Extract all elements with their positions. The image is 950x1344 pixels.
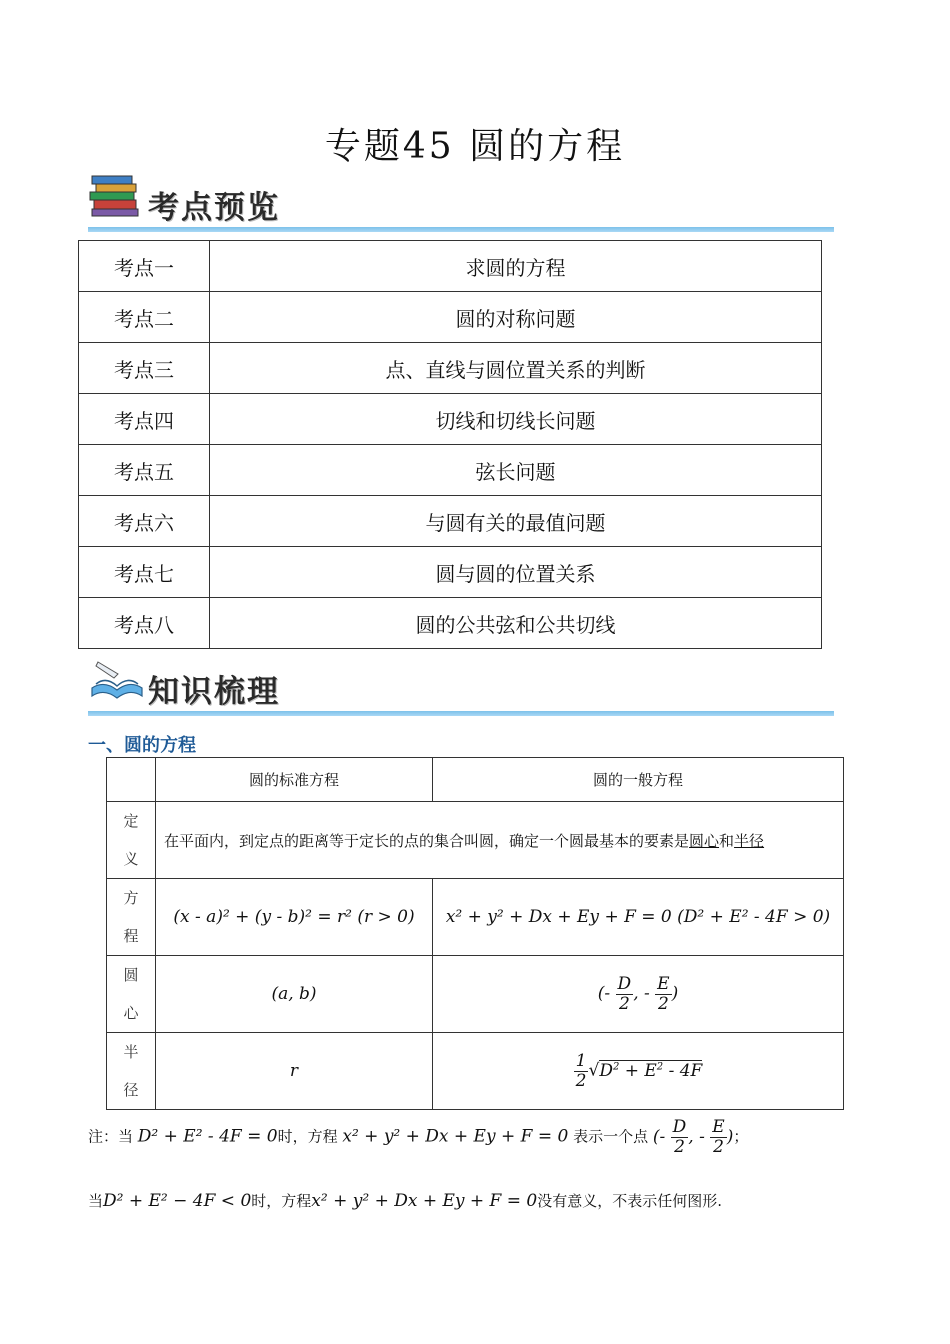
general-equation: x² + y² + Dx + Ey + F = 0 (D² + E² - 4F > 0) <box>433 879 844 956</box>
standard-radius: r <box>156 1033 433 1110</box>
table-row <box>79 598 822 649</box>
table-row <box>107 758 844 802</box>
section-heading: 一、圆的方程 <box>88 735 196 756</box>
topic-title: 点、直线与圆位置关系的判断 <box>210 343 822 394</box>
topic-number: 考点一 <box>79 241 210 292</box>
standard-center: (a, b) <box>156 956 433 1033</box>
topic-title: 圆的对称问题 <box>210 292 822 343</box>
note-condition: D² + E² − 4F < 0 <box>103 1191 252 1211</box>
definition-text <box>156 802 844 879</box>
label-char: 程 <box>123 927 139 945</box>
table-row <box>107 1033 844 1110</box>
books-icon <box>88 170 146 218</box>
label-char: 半 <box>123 1043 139 1061</box>
general-center: (- $\frac{D}{2}$ , - $\frac{E}{2}$ ) <box>433 956 844 1033</box>
label-char: 圆 <box>123 966 139 984</box>
topic-number: 考点七 <box>79 547 210 598</box>
note-suffix: 表示一个点 <box>573 1127 649 1146</box>
note-mid: 时，方程 <box>251 1192 312 1210</box>
note-suffix: 没有意义，不表示任何图形. <box>537 1192 723 1210</box>
table-row <box>79 445 822 496</box>
circle-equation-table <box>106 757 844 1110</box>
col-header-standard: 圆的标准方程 <box>156 758 433 802</box>
empty-cell <box>107 758 156 802</box>
note-equation: x² + y² + Dx + Ey + F = 0 <box>342 1126 569 1147</box>
note-no-graph <box>88 1190 722 1211</box>
table-row <box>79 343 822 394</box>
banner-underline <box>88 711 834 716</box>
label-char: 径 <box>123 1081 139 1099</box>
label-char: 义 <box>123 850 139 868</box>
definition-term-radius: 半径 <box>734 831 765 850</box>
table-row <box>79 547 822 598</box>
note-point: (- $\frac{D}{2}$ , - $\frac{E}{2}$ ) <box>652 1117 734 1157</box>
topic-number: 考点二 <box>79 292 210 343</box>
topic-title: 求圆的方程 <box>210 241 822 292</box>
banner-underline <box>88 227 834 232</box>
label-char: 定 <box>123 812 139 830</box>
topic-number: 考点五 <box>79 445 210 496</box>
table-row <box>107 802 844 879</box>
banner-heading: 知识梳理 <box>148 674 280 710</box>
row-label-equation <box>107 879 156 956</box>
note-prefix: 注：当 <box>88 1127 134 1146</box>
note-prefix: 当 <box>88 1192 104 1210</box>
label-char: 心 <box>123 1004 139 1022</box>
standard-equation: (x - a)² + (y - b)² = r² (r > 0) <box>156 879 433 956</box>
note-degenerate: 注：当 D² + E² - 4F = 0时，方程 x² + y² + Dx + Ey + F = 0 表示一个点 (- $\frac{D}{2}$ , - $\frac{E}{2}$ )； <box>88 1117 749 1157</box>
note-equation: x² + y² + Dx + Ey + F = 0 <box>311 1191 538 1211</box>
open-book-icon <box>88 654 146 702</box>
definition-term-center: 圆心 <box>689 831 720 850</box>
definition-conjunction: 和 <box>719 831 735 850</box>
topic-number: 考点六 <box>79 496 210 547</box>
page-title: 专题45 圆的方程 <box>324 126 626 167</box>
col-header-general: 圆的一般方程 <box>433 758 844 802</box>
row-label-radius <box>107 1033 156 1110</box>
topic-title: 圆的公共弦和公共切线 <box>210 598 822 649</box>
table-row <box>79 241 822 292</box>
note-condition: D² + E² - 4F = 0 <box>137 1126 278 1147</box>
banner-overview <box>88 170 834 232</box>
note-mid: 时，方程 <box>277 1127 338 1146</box>
topic-title: 圆与圆的位置关系 <box>210 547 822 598</box>
table-row <box>79 394 822 445</box>
definition-body: 在平面内，到定点的距离等于定长的点的集合叫圆，确定一个圆最基本的要素是 <box>164 831 690 850</box>
topic-title: 与圆有关的最值问题 <box>210 496 822 547</box>
topic-title: 弦长问题 <box>210 445 822 496</box>
label-char: 方 <box>123 889 139 907</box>
topic-title: 切线和切线长问题 <box>210 394 822 445</box>
topic-number: 考点四 <box>79 394 210 445</box>
table-row <box>107 879 844 956</box>
row-label-center <box>107 956 156 1033</box>
table-row <box>107 956 844 1033</box>
general-radius: $\frac{1}{2}$ $√D^2 + E^2 - 4F$ <box>433 1033 844 1110</box>
row-label-definition <box>107 802 156 879</box>
overview-table <box>78 240 822 649</box>
topic-number: 考点三 <box>79 343 210 394</box>
table-row <box>79 292 822 343</box>
banner-knowledge <box>88 654 834 716</box>
table-row <box>79 496 822 547</box>
topic-number: 考点八 <box>79 598 210 649</box>
banner-heading: 考点预览 <box>148 190 280 226</box>
